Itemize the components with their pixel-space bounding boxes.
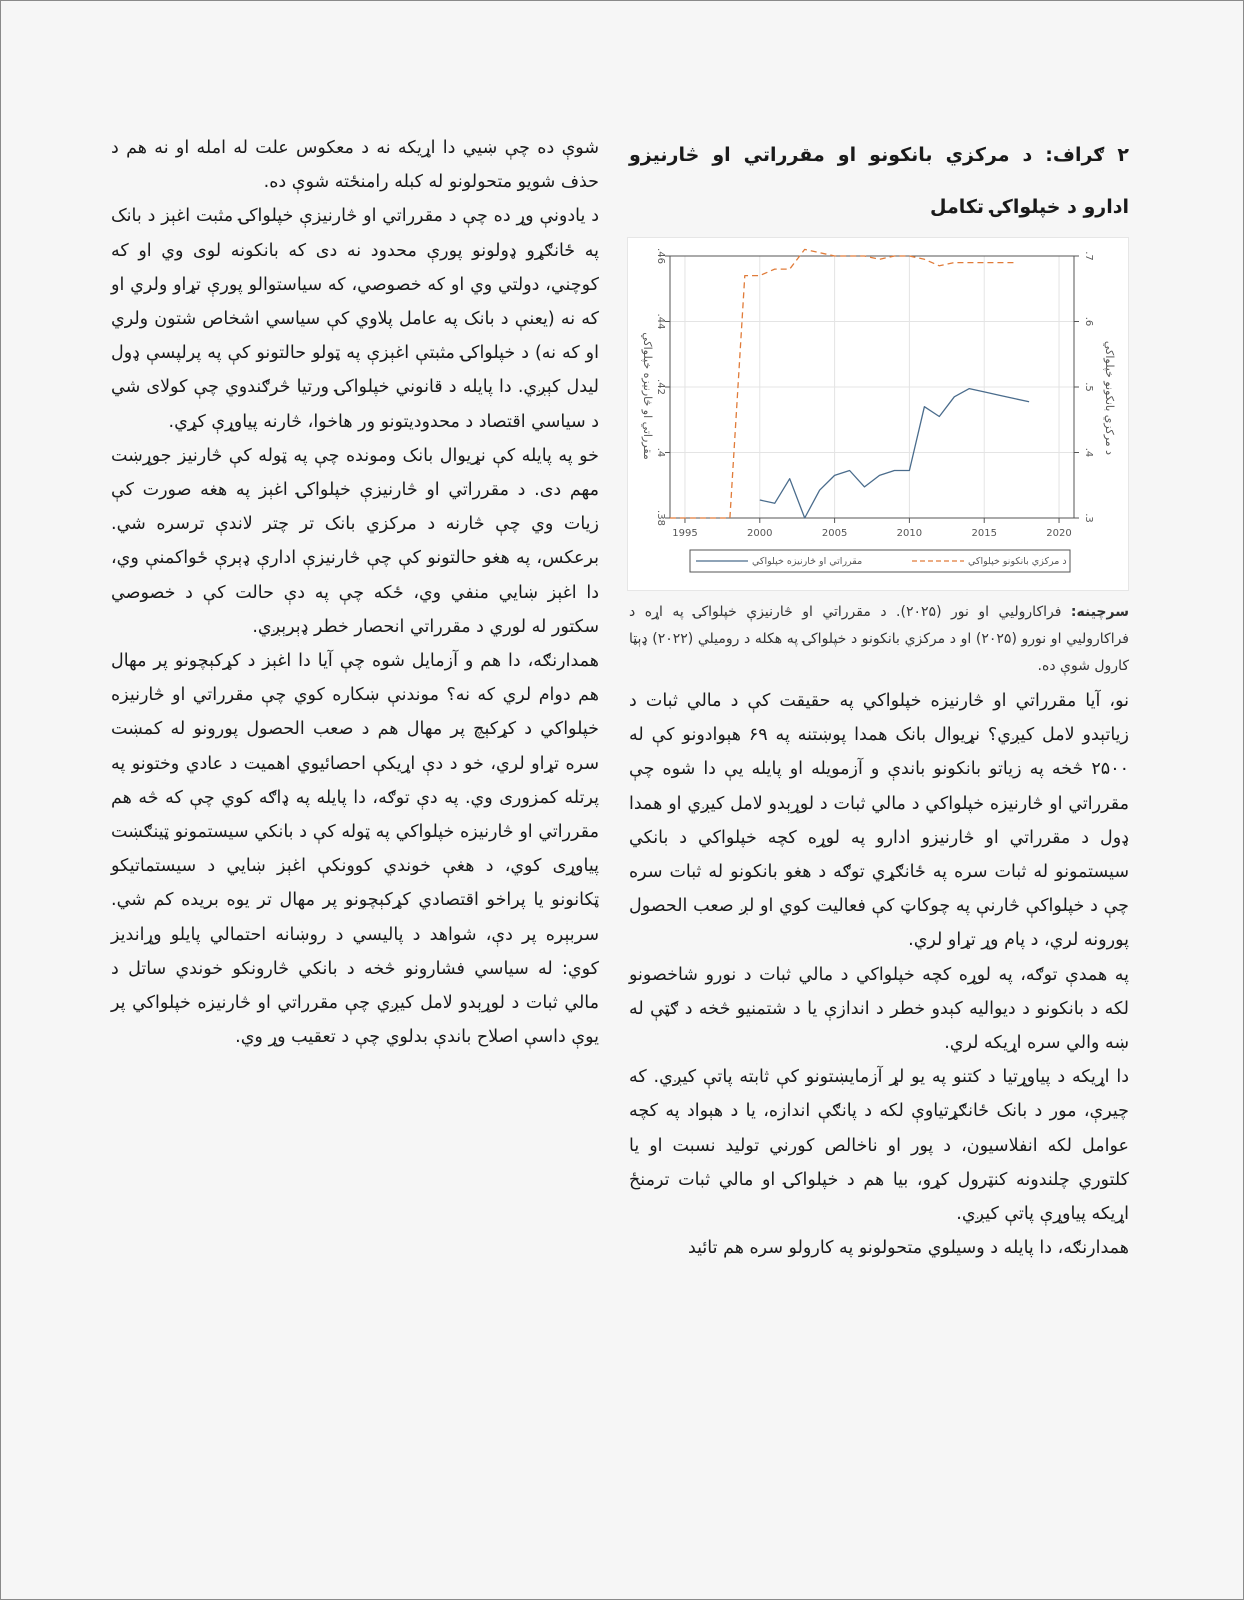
- left-tick-label: .38: [655, 510, 666, 526]
- x-tick-label: 1995: [672, 528, 698, 539]
- source-label: سرچینه:: [1070, 604, 1129, 620]
- paragraph: خو په پایله کې نړیوال بانک ومونده چې په ټوله کې څارنیز جوړښت مهم دی. د مقرراتي او څارنیزې خپلواکۍ اغېز په هغه صورت کې زیات وي چې څارنه د مرکزي بانک تر چتر لاندې ترسره شي. برعکس، په هغو حالتونو کې چې څارنیزې ادارې ډېرې ځواکمنې وي، دا اغېز ښایي منفي وي، ځکه چې په دې حالت کې د خصوصي سکتور له لوري د مقرراتي انحصار خطر ډېرېږي.: [111, 445, 599, 637]
- legend: [690, 550, 1070, 572]
- figure-title: ۲ ګراف: د مرکزي بانکونو او مقرراتي او څارنیزو ادارو د خپلواکۍ تکامل: [629, 144, 1129, 218]
- paragraph: همدارنګه، دا هم و آزمایل شوه چې آیا دا اغېز د کړکېچونو پر مهال هم دوام لري که نه؟ موندنې ښکاره کوي چې مقرراتي او څارنیزه خپلواکي د کړکېچ پر مهال هم د صعب الحصول پورونو له کمښت سره تړاو لري، خو د دې اړیکې احصائیوي اهمیت د عادي وختونو په پرتله کمزوری وي. په دې توګه، دا پایله په ډاګه کوي چې که څه هم مقرراتي او څارنیزه خپلواکي په ټوله کې د بانکي سیستمونو ټینګښت پیاوړی کوي، د هغې خوندي کوونکې اغېز ښایي د سیستماتیکو ټکانونو یا پراخو اقتصادي کړکېچونو پر مهال تر یوه بریده کم شي. سربېره پر دې، شواهد د پالیسي د روښانه احتمالي پایلو وړاندیز کوي: له سیاسي فشارونو څخه د بانکي څارونکو خوندي ساتل د مالي ثبات د لوړېدو لامل کیږي چې مقرراتي او څارنیزه خپلواکي پر یوې داسې اصلاح باندې بدلوي چې د تعقیب وړ وي.: [111, 651, 599, 1048]
- figure-chart: [627, 237, 1129, 591]
- right-column: [629, 129, 1129, 1265]
- right-tick-label: .7: [1083, 251, 1094, 261]
- right-tick-label: .4: [1083, 447, 1094, 458]
- paragraph: شوې ده چې ښیي دا اړیکه نه د معکوس علت له امله او نه هم د حذف شویو متحولونو له کبله رامنځته شوې ده.: [111, 138, 599, 193]
- right-axis-label: د مرکزي بانکونو خپلواکي: [1103, 340, 1116, 456]
- paragraph: دا اړیکه د پیاوړتیا د کتنو په یو لړ آزمایښتونو کې ثابته پاتې کیږي. که چیرې، مور د بانک ځانګړتیاوې لکه د پانګې اندازه، یا د هېواد په کچه عوامل لکه انفلاسیون، د پور او ناخالص کورني تولید نسبت او یا کلتوري چلندونه کنټرول کړو، بیا هم د خپلواکۍ او مالي ثبات ترمنځ اړیکه پیاوړې پاتې کیږي.: [629, 1067, 1129, 1225]
- series-line-regulatory-independence: [760, 389, 1029, 518]
- series-lines: [670, 249, 1029, 518]
- source-text: فراکاروليي او نور (۲۰۲۵). د مقرراتي او څارنیزې خپلواکۍ په اړه د فراکاروليي او نورو (۲۰۲۵) او د مرکزي بانکونو د خپلواکۍ په هکله د رومیلي (۲۰۲۲) ډېټا کارول شوې ده.: [629, 604, 1130, 674]
- left-tick-label: .4: [655, 447, 666, 458]
- left-tick-label: .42: [655, 379, 666, 395]
- paragraph: نو، آیا مقرراتي او څارنیزه خپلواکي په حقیقت کې د مالي ثبات د زیاتېدو لامل کیږي؟ نړیوال بانک همدا پوښتنه په ۶۹ هېوادونو کې له ۲۵۰۰ څخه په زیاتو بانکونو باندې و آزمویله او پایله یې دا شوه چې مقرراتي او څارنیزه خپلواکي د مالي ثبات د لوړېدو لامل کیږي او همدا ډول د مقرراتي او څارنیزو ادارو په لوړه کچه خپلواکي د بانکي سیستمونو له ثبات سره په ځانګړي توګه د هغو بانکونو له ثبات سره چې د خپلواکې څارنې په چوکاټ کې فعالیت کوي او لږ صعب الحصول پورونه لري، د پام وړ تړاو لري.: [629, 691, 1129, 951]
- x-tick-label: 2000: [747, 528, 773, 539]
- legend-label-central-bank: د مرکزي بانکونو خپلواکي: [968, 556, 1067, 567]
- paragraph: همدارنګه، دا پایله د وسیلوي متحولونو په کارولو سره هم تائید: [687, 1238, 1129, 1259]
- x-tick-label: 2020: [1046, 528, 1072, 539]
- grid: [670, 256, 1074, 518]
- left-column: [111, 131, 599, 1054]
- left-tick-label: .46: [655, 248, 666, 264]
- left-axis-label: مقرراتي او څارنیزه خپلواکي: [641, 332, 654, 460]
- axis-ticks: [655, 248, 1094, 539]
- x-tick-label: 2005: [821, 528, 848, 539]
- legend-label-regulatory: مقرراتي او څارنیزه خپلواکي: [752, 556, 863, 567]
- paragraph: په همدې توګه، په لوړه کچه خپلواکي د مالي ثبات د نورو شاخصونو لکه د بانکونو د دیوالیه کېدو خطر د اندازې یا د شتمنیو څخه د ګټې له ښه والي سره اړیکه لري.: [629, 964, 1129, 1054]
- line-chart: [628, 238, 1128, 590]
- right-tick-label: .5: [1083, 382, 1094, 392]
- right-tick-label: .3: [1083, 513, 1094, 523]
- series-line-central-bank-independence: [670, 249, 1014, 518]
- figure-source: [629, 599, 1129, 680]
- x-tick-label: 2010: [896, 528, 923, 539]
- right-tick-label: .6: [1083, 316, 1094, 327]
- left-tick-label: .44: [655, 313, 666, 330]
- paragraph: د یادونې وړ ده چې د مقرراتي او څارنیزې خپلواکۍ مثبت اغېز د بانک په ځانګړو ډولونو پورې محدود نه دی که بانکونه لوی وي او که کوچني، دولتي وي او که خصوصي، که سیاستوالو پورې تړاو ولري او که نه (یعنې د بانک په عامل پلاوي کې سیاسي اشخاص شتون ولري او که نه) د خپلواکۍ مثبتې اغېزې په ټولو حالتونو کې په پرلپسې ډول لیدل کېږي. دا پایله د قانوني خپلواکۍ ورتیا څرګندوي چې کولای شي د سیاسي اقتصاد د محدودیتونو ور هاخوا، څارنه پیاوړې کړي.: [111, 206, 599, 432]
- x-tick-label: 2015: [971, 528, 997, 539]
